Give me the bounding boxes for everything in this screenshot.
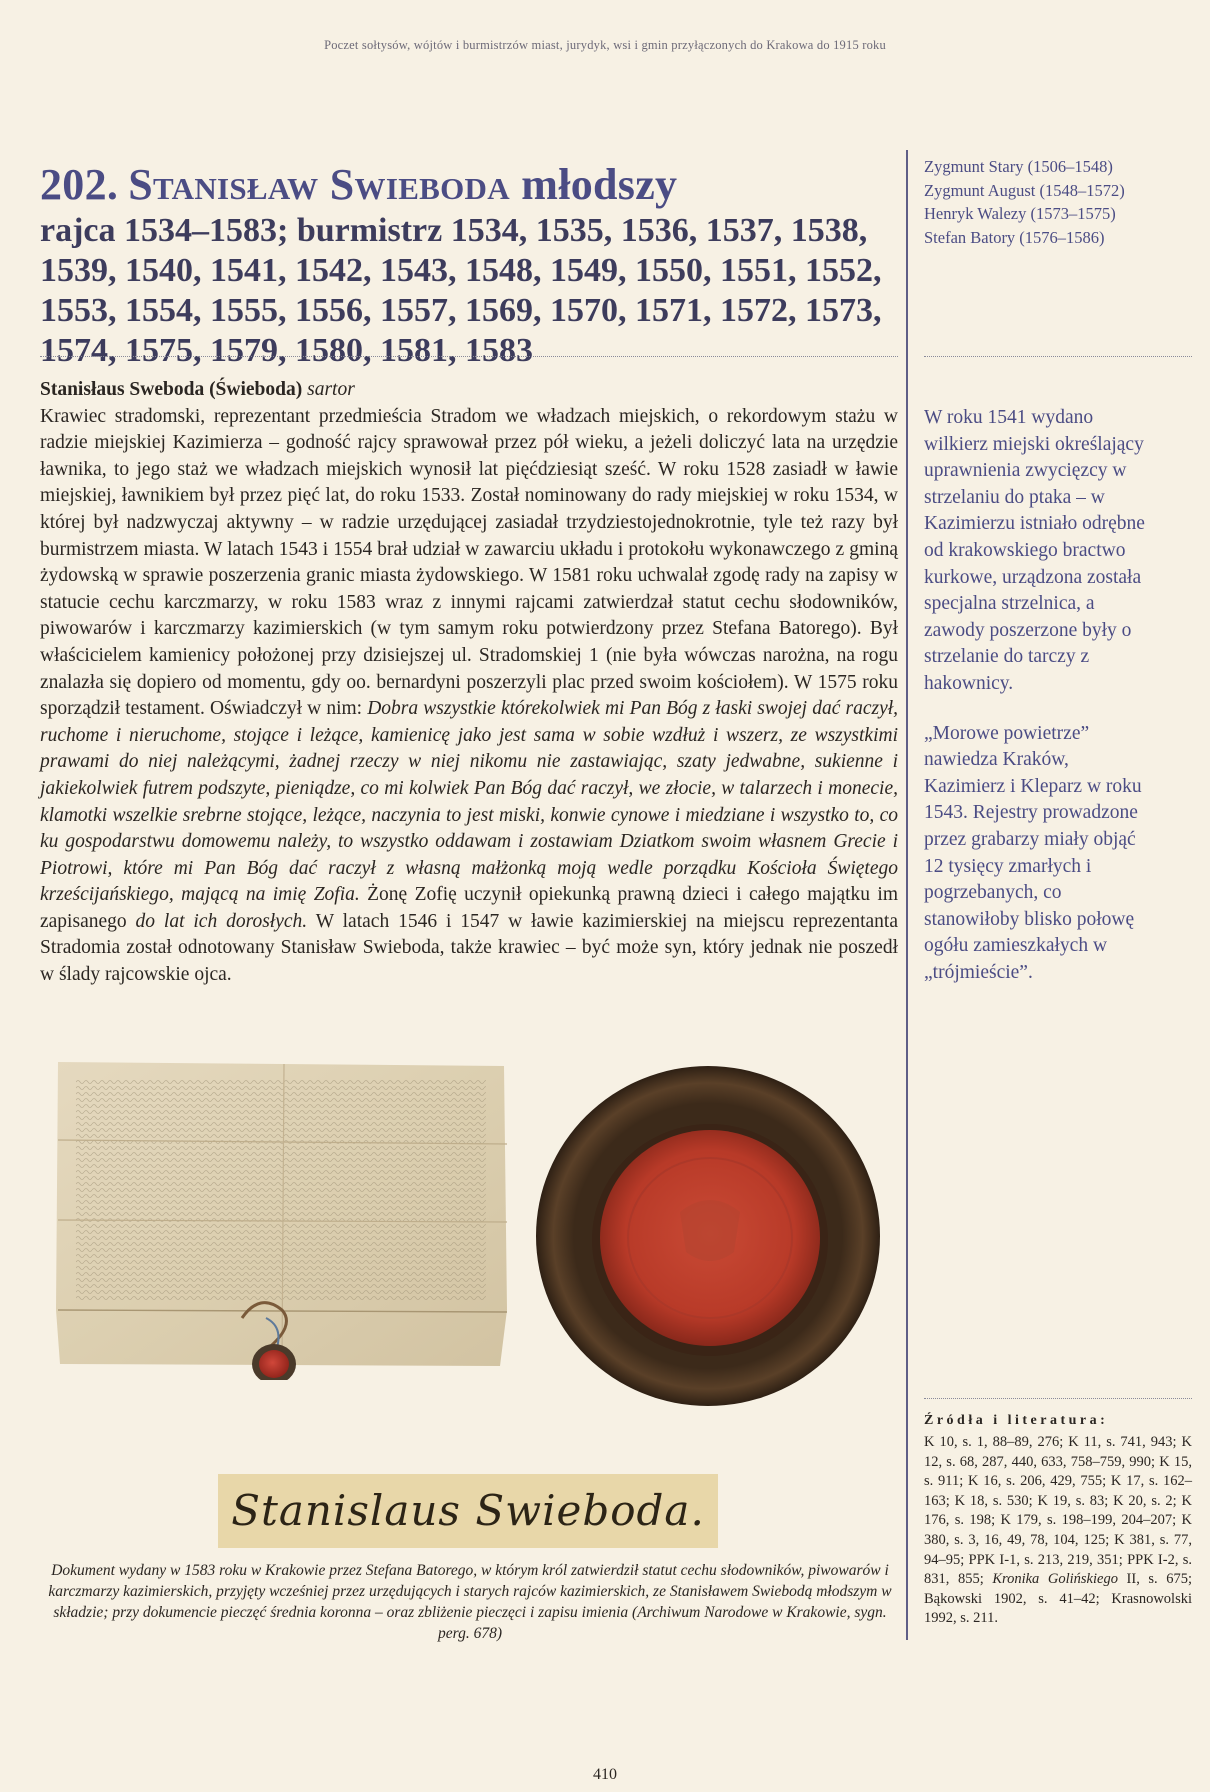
- king-item: Zygmunt Stary (1506–1548): [924, 157, 1113, 176]
- sources-italic: Kronika Golińskiego: [992, 1571, 1118, 1588]
- sources-list: [924, 1433, 1192, 1629]
- entry-name: Stanisław Swieboda: [128, 160, 510, 209]
- running-head: Poczet sołtysów, wójtów i burmistrzów miast, jurydyk, wsi i gmin przyłączonych do Krakowa do 1915 roku: [324, 38, 886, 52]
- reigning-kings: [924, 155, 1194, 249]
- sources-text: K 10, s. 1, 88–89, 276; K 11, s. 741, 943; K 12, s. 68, 287, 440, 633, 758–759, 990; K 15, s. 911; K 16, s. 206, 429, 755; K 17, s. 162–163; K 18, s. 530; K 19, s. 83; K 20, s. 2; K 176, s. 198; K 179, s. 198–199, 204–207; K 380, s. 3, 16, 49, 78, 104, 125; K 381, s. 77, 94–95; PPK I-1, s. 213, 219, 351; PPK I-2, s. 831, 855;: [924, 1434, 1192, 1588]
- column-divider: [906, 150, 908, 1640]
- paragraph-text: Krawiec stradomski, reprezentant przedmieścia Stradom we władzach miejskich, o rekordowym stażu w radzie miejskiej Kazimierza – godność rajcy sprawował przez pół wieku, a jeżeli doliczyć lata na urzędzie ławnika, to jego staż we władzach miejskich wynosił lat pięćdziesiąt sześć. W roku 1528 zasiadł w ławie miejskiej, ławnikiem był przez pięć lat, do roku 1533. Został nominowany do rady miejskiej w roku 1534, w której był nadzwyczaj aktywny – w radzie urzędującej zasiadał trzydziestojednokrotnie, tyle też razy był burmistrzem miasta. W latach 1543 i 1554 brał udział w zawarciu układu i protokołu wykonawczego z gminą żydowską w sprawie poszerzenia granic miasta żydowskiego. W 1581 roku uchwalał zgodę rady na zapisy w statucie cechu karczmarzy, w roku 1583 wraz z innymi rajcami zatwierdzał statut cechu słodowników, piwowarów i karczmarzy kazimierskich (w tym samym roku potwierdzony przez Stefana Batorego). Był właścicielem kamienicy położonej przy dzisiejszej ul. Stradomskiej 1 (nie była wówczas narożna, na rogu znalazła się dopiero od momentu, gdy oo. bernardyni poszerzyli plac przed swoim kościołem). W 1575 roku sporządził testament. Oświadczył w nim:: [40, 405, 898, 720]
- paragraph-italic: do lat ich dorosłych.: [135, 910, 308, 932]
- king-item: Henryk Walezy (1573–1575): [924, 204, 1116, 223]
- king-item: Zygmunt August (1548–1572): [924, 180, 1125, 200]
- entry-suffix: młodszy: [521, 160, 678, 209]
- signature-text: Stanislaus Swieboda.: [231, 1486, 705, 1535]
- figure-caption: Dokument wydany w 1583 roku w Krakowie przez Stefana Batorego, w którym król zatwierdził statut cechu słodowników, piwowarów i karczmarzy kazimierskich, przyjęty wcześniej przez urzędujących i starych rajców kazimierskich, ze Stanisławem Swiebodą młodszym w składzie; przy dokumencie pieczęć średnia koronna – oraz zbliżenie pieczęci i zapisu imienia (Archiwum Narodowe w Krakowie, sygn. perg. 678): [48, 1562, 892, 1642]
- paragraph-text: W latach 1546 i 1547 w ławie kazimierskiej na miejscu reprezentanta Stradomia został odnotowany Stanisław Swieboda, także krawiec – być może syn, który jednak nie poszedł w ślady rajcowskie ojca.: [40, 910, 898, 986]
- entry-title: [40, 160, 900, 371]
- page-number: 410: [593, 1766, 617, 1783]
- side-note: W roku 1541 wydano wilkierz miejski określający uprawnienia zwycięzcy w strzelaniu do ptaka – w Kazimierzu istniało odrębne od krakowskiego bractwo kurkowe, urządzona została specjalna strzelnica, a zawody poszerzone były o strzelanie do tarczy z hakownicy.: [924, 407, 1145, 694]
- latin-occupation: sartor: [307, 379, 355, 400]
- latin-name: Stanisłaus Sweboda (Świeboda): [40, 379, 303, 400]
- testament-quote: Dobra wszystkie którekolwiek mi Pan Bóg z łaski swojej dać raczył, ruchome i nieruchome, stojące i leżące, kamienicę jako jest sama w sobie wzdłuż i wszerz, ze wszystkimi prawami do niej należącymi, żadnej rzeczy w niej nikomu nie zastawiając, szaty jedwabne, sukienne i jakiekolwiek futrem podszyte, pieniądze, co mi kolwiek Pan Bóg dać raczył, we złocie, w talarzech i monecie, klamotki wszelkie srebrne stojące, leżące, naczynia to jest miski, konwie cynowe i miedziane i wszystko to, co ku gospodarstwu domowemu należy, to wszystko oddawam i zostawiam Dziatkom swoim własnem Grecie i Piotrowi, które mi Pan Bóg dać raczył z własną małżonką moją wedle porządku Kościoła Świętego krześcijańskiego, mającą na imię Zofia.: [40, 698, 899, 906]
- biography-text: [40, 377, 898, 989]
- dotted-divider: [924, 1398, 1192, 1399]
- entry-number: 202.: [40, 160, 119, 209]
- side-notes: [924, 405, 1152, 1009]
- side-note: „Morowe powietrze” nawiedza Kraków, Kazimierz i Kleparz w roku 1543. Rejestry prowadzone przez grabarzy miały objąć 12 tysięcy zmarłych i pogrzebanych, co stanowiłoby blisko połowę ogółu zamieszkałych w „trójmieście”.: [924, 722, 1142, 983]
- parchment-document-image: [52, 1060, 512, 1380]
- entry-offices: rajca 1534–1583; burmistrz 1534, 1535, 1536, 1537, 1538, 1539, 1540, 1541, 1542, 1543, 1548, 1549, 1550, 1551, 1552, 1553, 1554, 1555, 1556, 1557, 1569, 1570, 1571, 1572, 1573, 1574, 1575, 1579, 1580, 1581, 1583: [40, 212, 882, 369]
- biography-paragraph: [40, 404, 898, 989]
- sources-text: II, s. 675; Bąkowski 1902, s. 41–42; Krasnowolski 1992, s. 211.: [924, 1571, 1193, 1627]
- signature-closeup: [218, 1474, 718, 1548]
- biography-heading: [40, 377, 898, 404]
- entry-heading: [40, 160, 900, 210]
- sources-title: Źródła i literatura:: [924, 1413, 1109, 1428]
- dotted-divider: [924, 356, 1192, 357]
- dotted-divider: [40, 356, 898, 357]
- paragraph-text: Żonę Zofię uczynił opiekunką prawną dzieci i całego majątku im zapisanego: [40, 884, 898, 932]
- wax-seal-image: [530, 1062, 885, 1410]
- king-item: Stefan Batory (1576–1586): [924, 227, 1105, 247]
